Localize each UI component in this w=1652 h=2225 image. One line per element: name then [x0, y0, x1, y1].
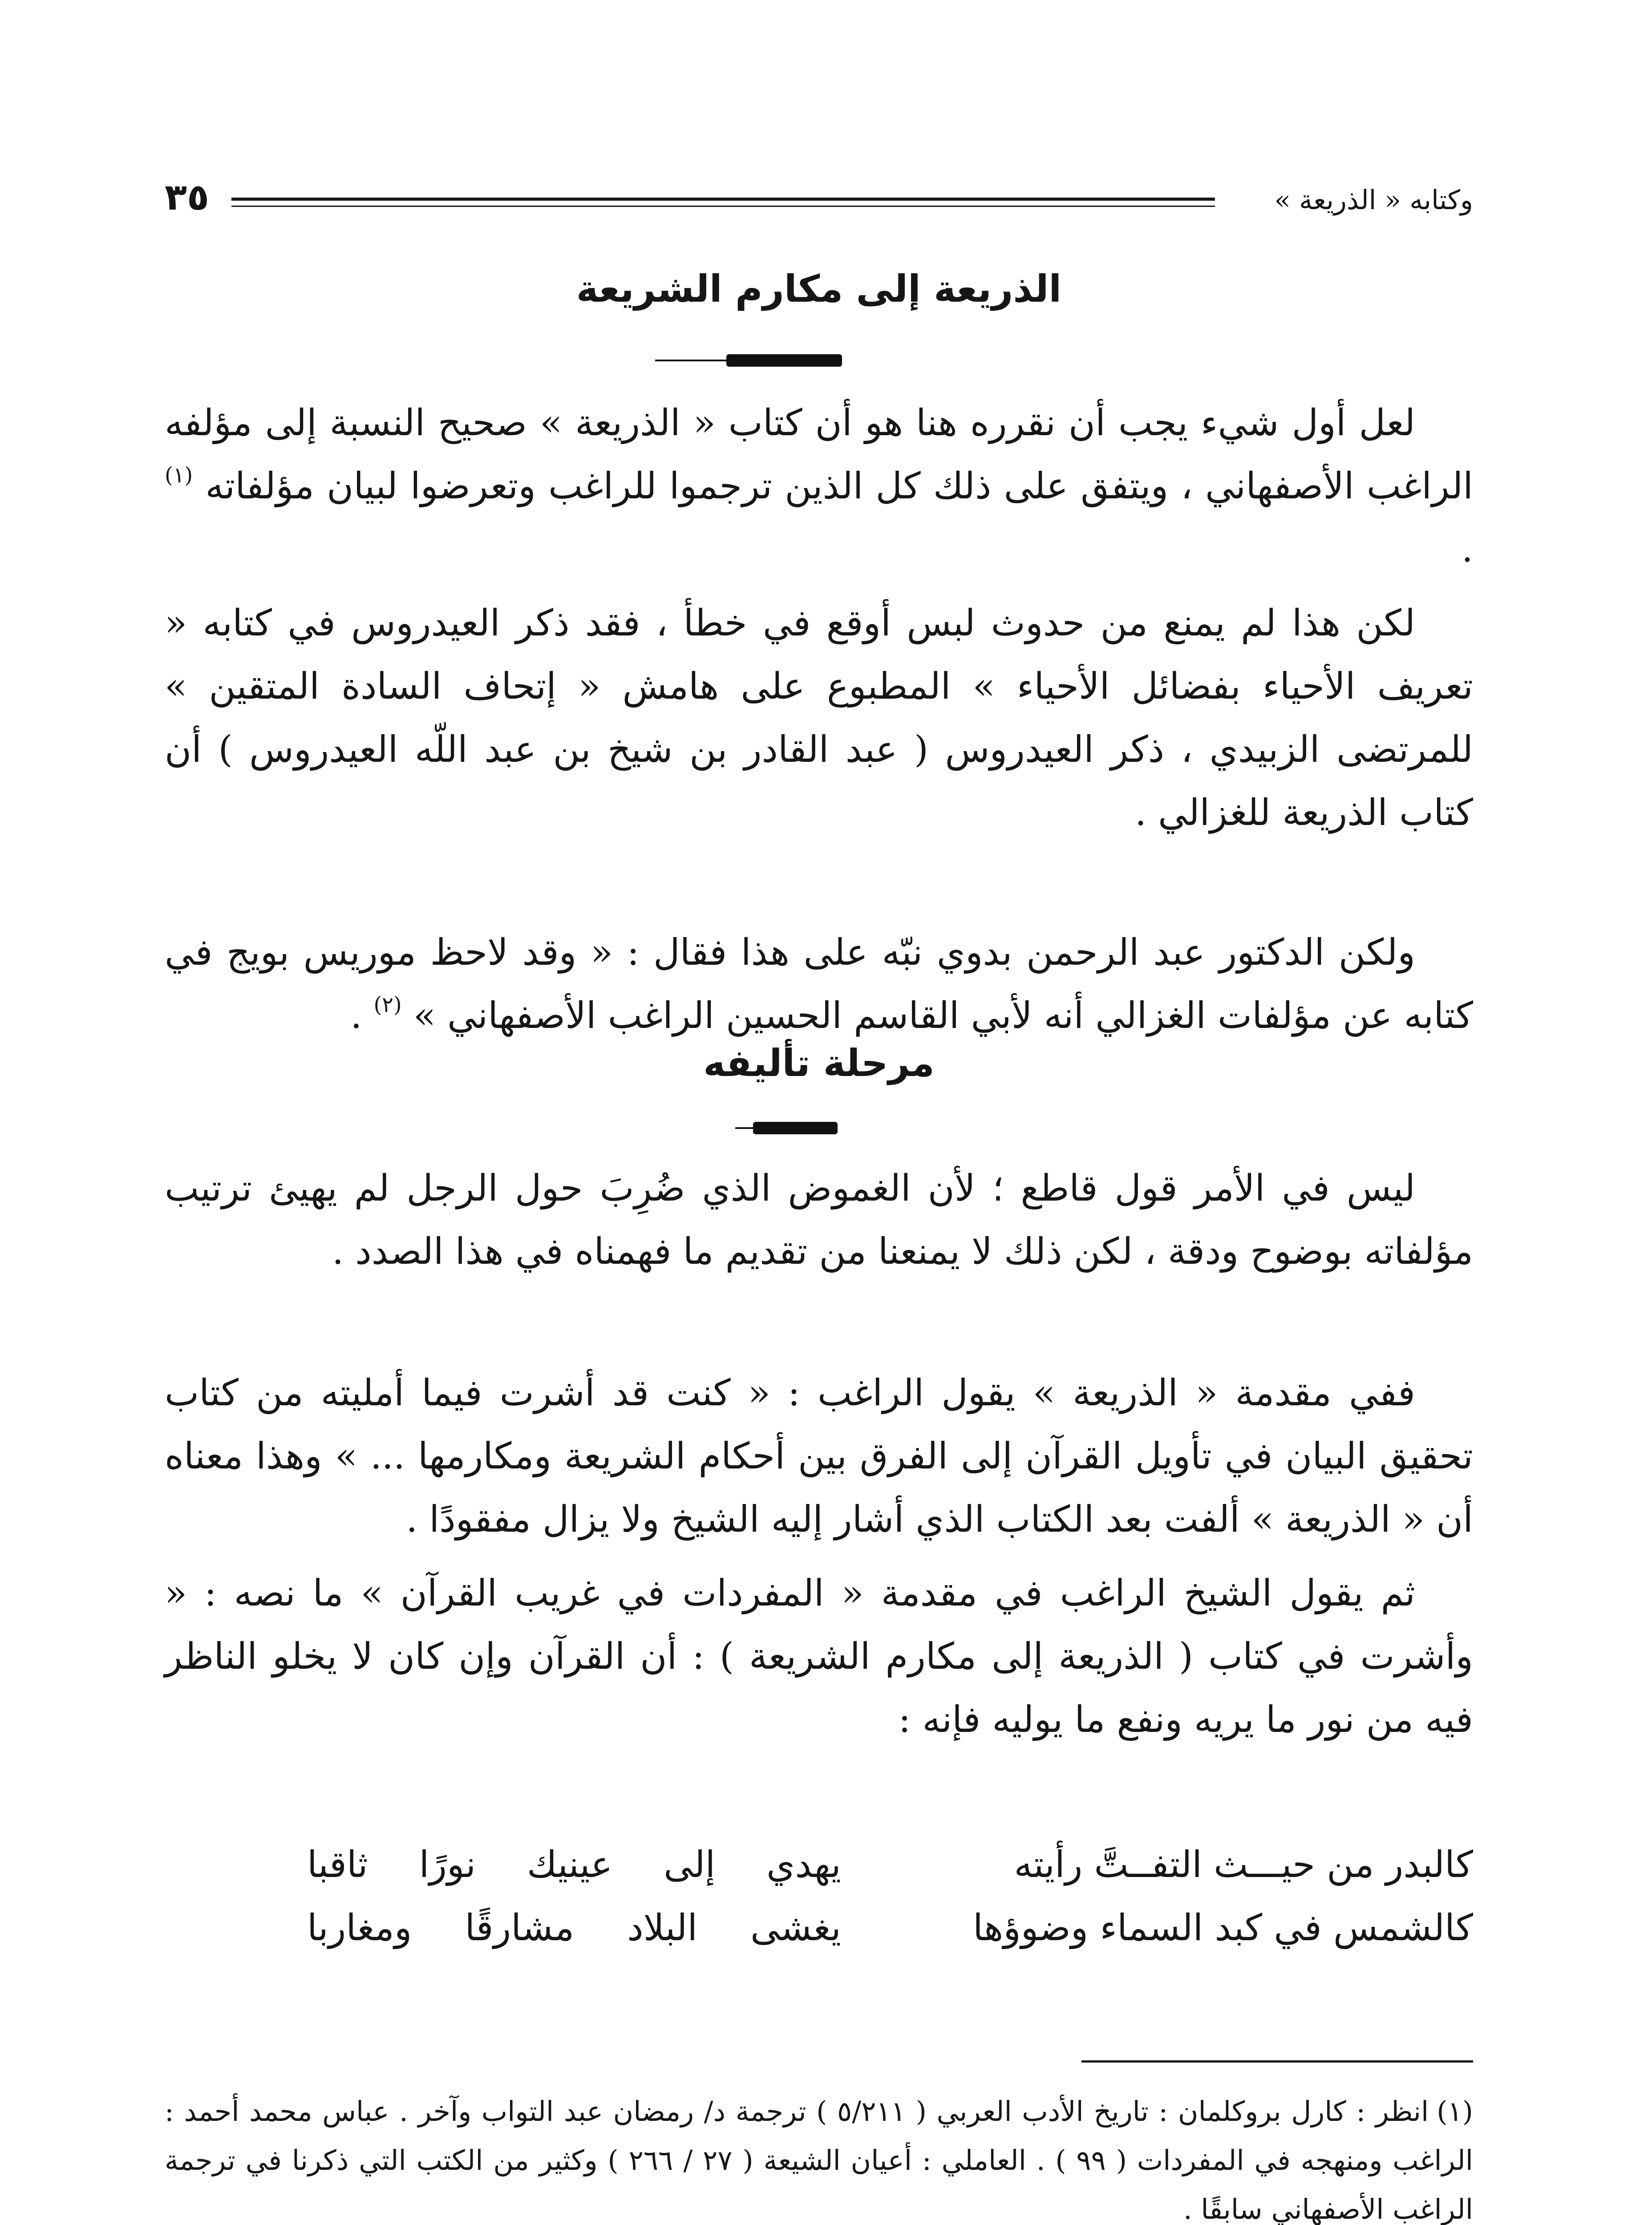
- footnote-separator: [1081, 2060, 1473, 2063]
- section-heading-composition: مرحلة تأليفه: [703, 1041, 935, 1085]
- poem-hemistich-second: يغشى البلاد مشارقًا ومغاربا: [307, 1907, 841, 1949]
- poem-hemistich-first: كالشمس في كبد السماء وضوؤها: [972, 1907, 1473, 1949]
- footnotes: [165, 2087, 1473, 2225]
- running-header: [165, 178, 1473, 222]
- footnote: [165, 2087, 1473, 2225]
- paragraph: ففي مقدمة « الذريعة » يقول الراغب : « كنت قد أشرت فيما أمليته من كتاب تحقيق البيان في تأويل القرآن إلى الفرق بين أحكام الشريعة ومكارمها ... » وهذا معناه أن « الذريعة » ألفت بعد الكتاب الذي أشار إليه الشيخ ولا يزال مفقودًا .: [165, 1372, 1473, 1541]
- poem-verse: [165, 1897, 1473, 1960]
- footnote-number: (١): [1437, 2095, 1473, 2128]
- footnote-text: انظر : كارل بروكلمان : تاريخ الأدب العربي ( ٥/٢١١ ) ترجمة د/ رمضان عبد التواب وآخر . عباس محمد أحمد : الراغب ومنهجه في المفردات ( ٩٩ ) . العاملي : أعيان الشيعة ( ٢٧ / ٢٦٦ ) وكثير من الكتب التي ذكرنا في ترجمة الراغب الأصفهاني سابقًا .: [165, 2095, 1473, 2225]
- section-heading-dharia: الذريعة إلى مكارم الشريعة: [576, 267, 1062, 311]
- poem-hemistich-first: كالبدر من حيـــث التفــتَّ رأيته: [1014, 1844, 1473, 1886]
- footnote-ref: (١): [165, 463, 193, 488]
- header-rule-thin: [231, 206, 1215, 207]
- paragraph: ليس في الأمر قول قاطع ؛ لأن الغموض الذي ضُرِبَ حول الرجل لم يهيئ ترتيب مؤلفاته بوضوح ودقة ، لكن ذلك لا يمنعنا من تقديم ما فهمناه في هذا الصدد .: [165, 1167, 1473, 1273]
- poem-verse: [165, 1833, 1473, 1897]
- heading-ornament-line: [735, 1127, 838, 1129]
- paragraph: لكن هذا لم يمنع من حدوث لبس أوقع في خطأ ، فقد ذكر العيدروس في كتابه « تعريف الأحياء بفضائل الأحياء » المطبوع على هامش « إتحاف السادة المتقين » للمرتضى الزبيدي ، ذكر العيدروس ( عبد القادر بن شيخ بن عبد اللّه العيدروس ) أن كتاب الذريعة للغزالي .: [165, 602, 1473, 834]
- paragraph: ولكن الدكتور عبد الرحمن بدوي نبّه على هذا فقال : « وقد لاحظ موريس بويج في كتابه عن مؤلفات الغزالي أنه لأبي القاسم الحسين الراغب الأصفهاني » $^{(٢)}$ .: [165, 931, 1473, 1037]
- header-rule-thick: [231, 198, 1215, 201]
- paragraph: ثم يقول الشيخ الراغب في مقدمة « المفردات في غريب القرآن » ما نصه : « وأشرت في كتاب ( الذريعة إلى مكارم الشريعة ) : أن القرآن وإن كان لا يخلو الناظر فيه من نور ما يريه ونفع ما يوليه فإنه :: [165, 1572, 1473, 1741]
- running-header-title: وكتابه « الذريعة »: [1274, 185, 1473, 216]
- footnote-ref: (٢): [373, 992, 402, 1017]
- heading-ornament-line: [655, 360, 842, 361]
- paragraph: لعل أول شيء يجب أن نقرره هنا هو أن كتاب « الذريعة » صحيح النسبة إلى مؤلفه الراغب الأصفهاني ، ويتفق على ذلك كل الذين ترجموا للراغب وتعرضوا لبيان مؤلفاته $^{(١)}$ .: [165, 402, 1473, 570]
- page-number: ٣٥: [165, 176, 210, 218]
- poem: [165, 1833, 1473, 1960]
- poem-hemistich-second: يهدي إلى عينيك نورًا ثاقبا: [307, 1844, 841, 1886]
